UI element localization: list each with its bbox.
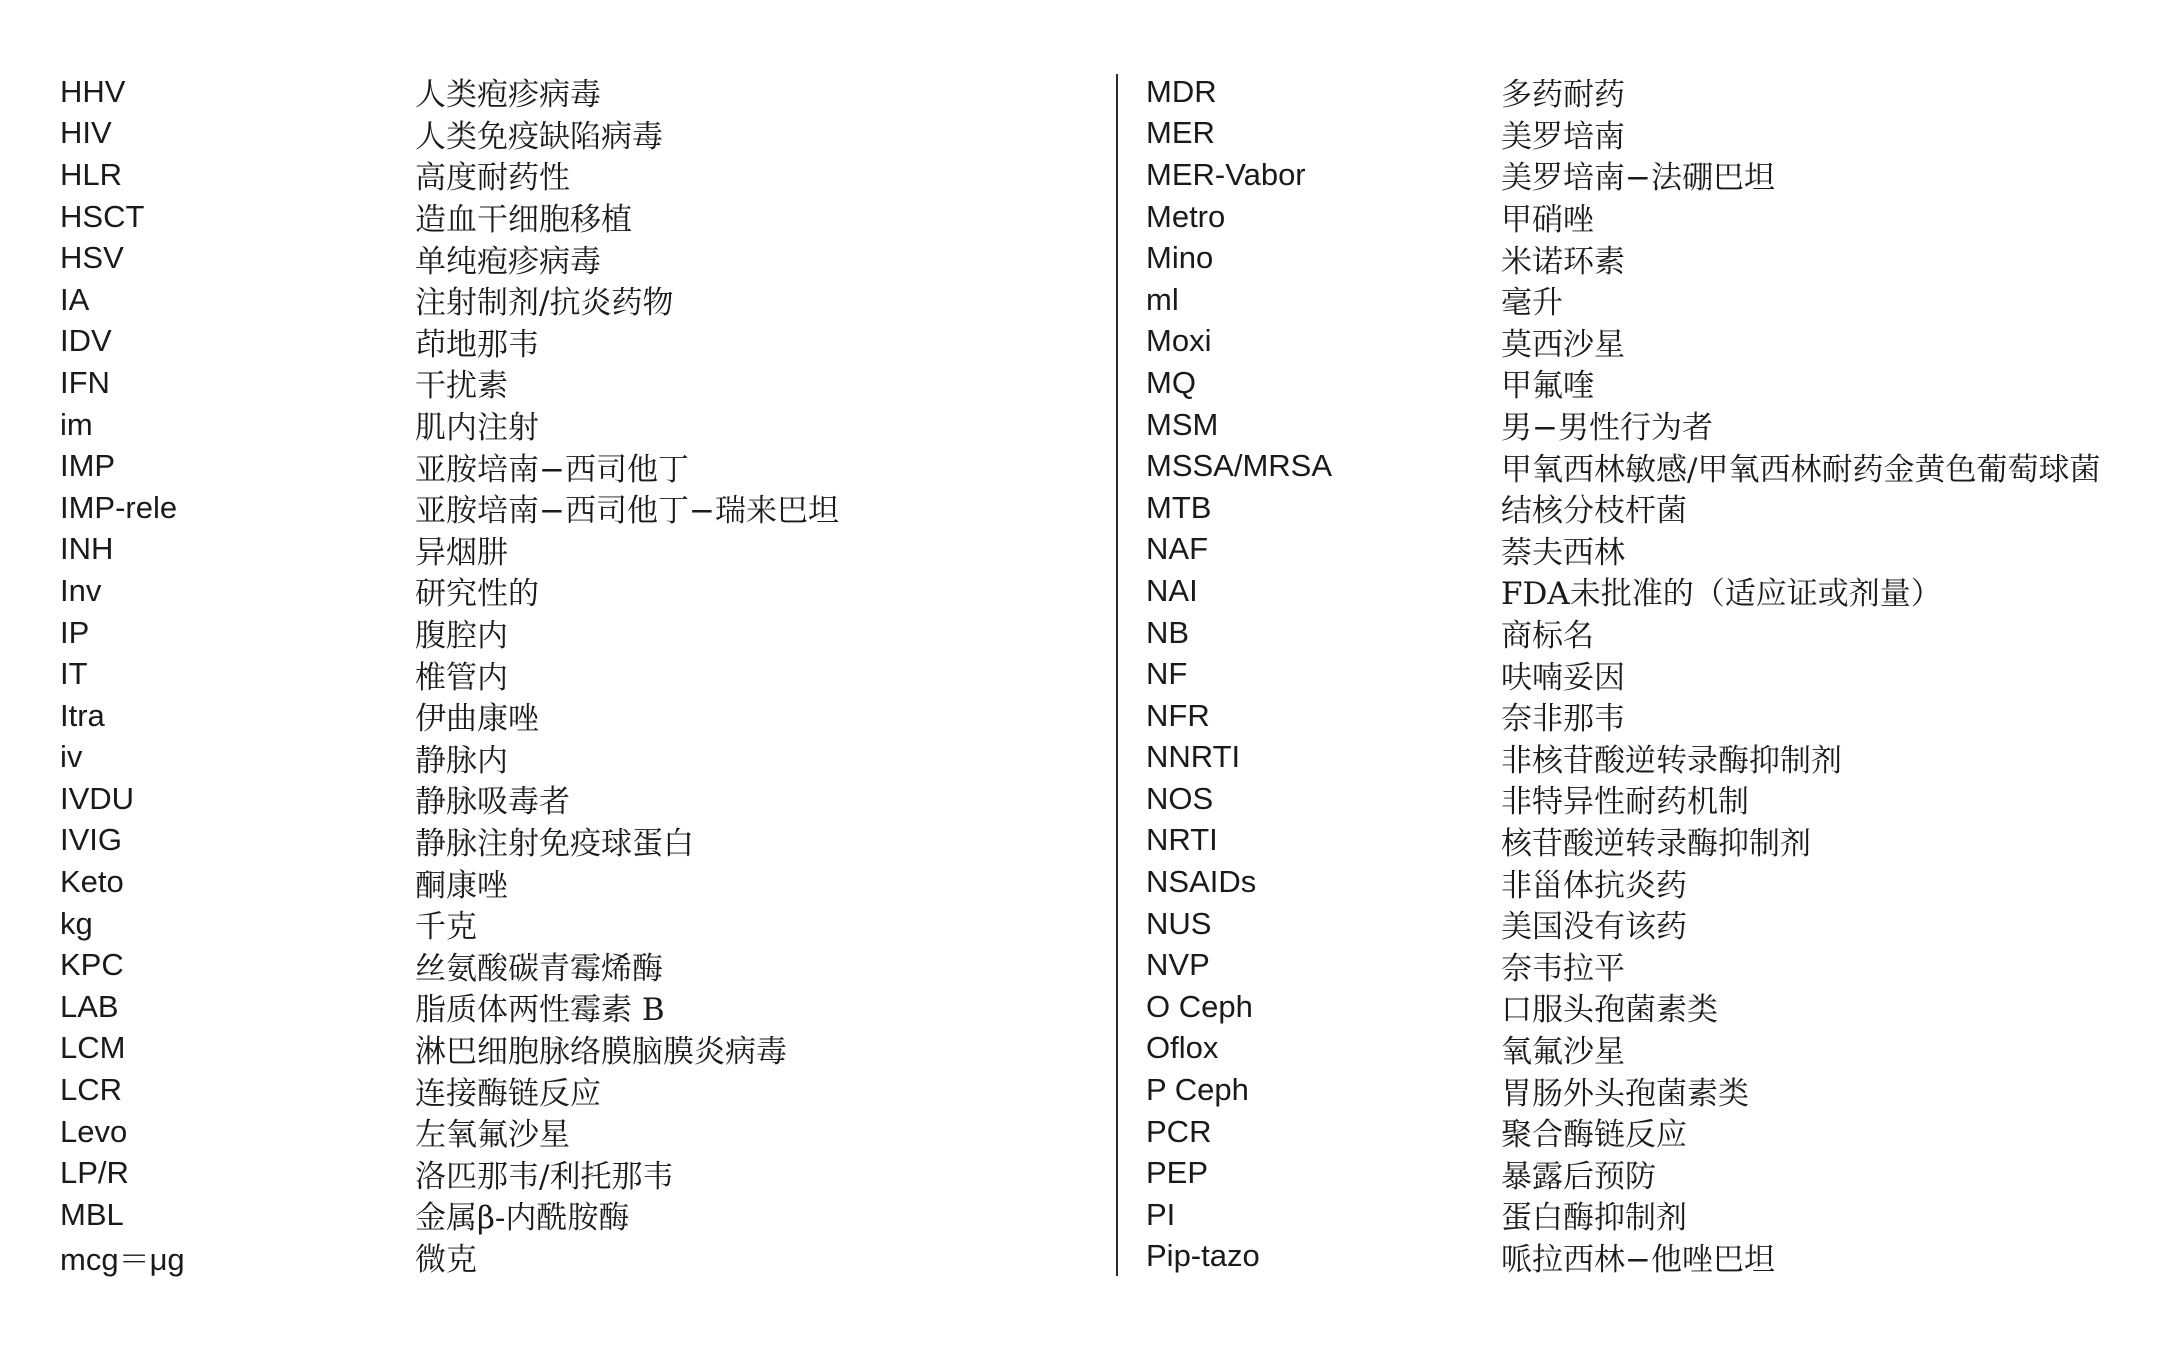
abbreviation-row: [1146, 903, 2156, 945]
abbreviation-term: Inv: [60, 572, 102, 608]
abbreviation-term: IP: [60, 614, 90, 650]
abbreviation-term: MSM: [1146, 406, 1219, 442]
abbreviation-row: [60, 1236, 1100, 1278]
abbreviation-term: IVDU: [60, 780, 135, 816]
abbreviation-meaning: 静脉内: [415, 742, 508, 779]
abbreviation-term: PI: [1146, 1196, 1176, 1232]
abbreviation-meaning: 异烟肼: [415, 534, 508, 571]
abbreviation-meaning: 萘夫西林: [1501, 534, 1625, 571]
abbreviation-term: LAB: [60, 988, 119, 1024]
abbreviation-meaning: 淋巴细胞脉络膜脑膜炎病毒: [415, 1033, 787, 1070]
abbreviation-meaning: FDA未批准的（适应证或剂量）: [1501, 576, 1942, 613]
abbreviation-meaning: 美国没有该药: [1501, 909, 1687, 946]
abbreviation-row: [60, 1152, 1100, 1194]
abbreviation-row: [1146, 1111, 2156, 1153]
abbreviation-row: [1146, 113, 2156, 155]
abbreviation-meaning: 造血干细胞移植: [415, 202, 632, 239]
abbreviation-row: [60, 778, 1100, 820]
abbreviation-row: [60, 113, 1100, 155]
abbreviation-meaning: 氧氟沙星: [1501, 1033, 1625, 1070]
abbreviation-row: [1146, 944, 2156, 986]
abbreviation-row: [1146, 986, 2156, 1028]
abbreviation-term: NSAIDs: [1146, 864, 1257, 900]
abbreviation-meaning: 伊曲康唑: [415, 701, 539, 738]
abbreviation-row: [1146, 237, 2156, 279]
abbreviation-term: HLR: [60, 156, 123, 192]
abbreviation-row: [1146, 695, 2156, 737]
abbreviation-term: NNRTI: [1146, 739, 1241, 775]
abbreviation-row: [1146, 1069, 2156, 1111]
abbreviation-row: [60, 653, 1100, 695]
abbreviation-meaning: 口服头孢菌素类: [1501, 992, 1718, 1029]
abbreviation-term: Mino: [1146, 240, 1214, 276]
abbreviation-meaning: 丝氨酸碳青霉烯酶: [415, 950, 663, 987]
abbreviation-meaning: 人类免疫缺陷病毒: [415, 118, 663, 155]
abbreviation-term: O Ceph: [1146, 988, 1253, 1024]
abbreviation-term: kg: [60, 905, 93, 941]
abbreviation-term: INH: [60, 531, 114, 567]
abbreviation-term: IT: [60, 656, 88, 692]
abbreviation-row: [60, 1028, 1100, 1070]
abbreviation-term: IA: [60, 281, 90, 317]
abbreviation-term: MTB: [1146, 489, 1212, 525]
abbreviation-meaning: 结核分枝杆菌: [1501, 493, 1687, 530]
abbreviation-row: [60, 487, 1100, 529]
abbreviation-meaning: 奈韦拉平: [1501, 950, 1625, 987]
abbreviation-term: im: [60, 406, 93, 442]
abbreviation-meaning: 人类疱疹病毒: [415, 77, 601, 114]
abbreviation-term: LCM: [60, 1030, 126, 1066]
abbreviation-row: [60, 570, 1100, 612]
abbreviation-meaning: 胃肠外头孢菌素类: [1501, 1075, 1749, 1112]
abbreviation-meaning: 静脉吸毒者: [415, 784, 570, 821]
abbreviation-meaning: 多药耐药: [1501, 77, 1625, 114]
abbreviation-row: [60, 986, 1100, 1028]
abbreviation-term: LCR: [60, 1072, 123, 1108]
abbreviation-meaning: 千克: [415, 909, 477, 946]
abbreviation-meaning: 毫升: [1501, 285, 1563, 322]
abbreviation-row: [1146, 653, 2156, 695]
abbreviation-row: [60, 362, 1100, 404]
abbreviation-term: MER-Vabor: [1146, 156, 1306, 192]
abbreviation-row: [60, 154, 1100, 196]
abbreviation-meaning: 美罗培南: [1501, 118, 1625, 155]
abbreviation-row: [1146, 778, 2156, 820]
abbreviation-row: [1146, 1028, 2156, 1070]
abbreviation-meaning: 研究性的: [415, 576, 539, 613]
abbreviation-row: [60, 612, 1100, 654]
abbreviation-row: [1146, 445, 2156, 487]
abbreviation-meaning: 金属β-内酰胺酶: [415, 1200, 630, 1237]
abbreviation-term: Levo: [60, 1113, 128, 1149]
abbreviation-term: LP/R: [60, 1155, 129, 1191]
abbreviation-row: [60, 237, 1100, 279]
abbreviation-row: [60, 1194, 1100, 1236]
abbreviation-meaning: 脂质体两性霉素 B: [415, 992, 665, 1029]
abbreviation-term: mcg＝μg: [60, 1241, 185, 1277]
abbreviation-term: HHV: [60, 73, 126, 109]
abbreviation-row: [1146, 612, 2156, 654]
abbreviation-term: P Ceph: [1146, 1072, 1249, 1108]
abbreviation-row: [60, 445, 1100, 487]
abbreviation-row: [60, 903, 1100, 945]
abbreviation-row: [60, 1069, 1100, 1111]
abbreviation-meaning: 亚胺培南−西司他丁: [415, 451, 689, 488]
abbreviation-meaning: 奈非那韦: [1501, 701, 1625, 738]
column-divider: [1116, 74, 1118, 1276]
abbreviation-meaning: 高度耐药性: [415, 160, 570, 197]
abbreviation-term: NF: [1146, 656, 1188, 692]
abbreviation-term: IVIG: [60, 822, 123, 858]
abbreviation-meaning: 连接酶链反应: [415, 1075, 601, 1112]
abbreviation-row: [60, 1111, 1100, 1153]
abbreviation-meaning: 蛋白酶抑制剂: [1501, 1200, 1687, 1237]
abbreviation-term: HSCT: [60, 198, 145, 234]
right-abbreviation-column: [1146, 71, 2156, 1277]
abbreviation-term: iv: [60, 739, 83, 775]
abbreviation-term: MSSA/MRSA: [1146, 448, 1333, 484]
abbreviation-row: [1146, 1152, 2156, 1194]
abbreviation-row: [1146, 529, 2156, 571]
abbreviation-term: KPC: [60, 947, 124, 983]
abbreviation-row: [1146, 1194, 2156, 1236]
abbreviation-meaning: 静脉注射免疫球蛋白: [415, 825, 694, 862]
abbreviation-meaning: 左氧氟沙星: [415, 1117, 570, 1154]
abbreviation-meaning: 干扰素: [415, 368, 508, 405]
left-abbreviation-column: [60, 71, 1100, 1277]
abbreviation-meaning: 单纯疱疹病毒: [415, 243, 601, 280]
abbreviation-term: HIV: [60, 115, 112, 151]
abbreviation-row: [60, 321, 1100, 363]
abbreviation-row: [60, 861, 1100, 903]
abbreviation-term: PCR: [1146, 1113, 1212, 1149]
abbreviation-row: [1146, 321, 2156, 363]
abbreviation-row: [1146, 196, 2156, 238]
abbreviation-row: [1146, 861, 2156, 903]
abbreviation-term: MER: [1146, 115, 1215, 151]
abbreviation-meaning: 商标名: [1501, 618, 1594, 655]
abbreviation-term: NUS: [1146, 905, 1212, 941]
abbreviation-term: IMP-rele: [60, 489, 178, 525]
abbreviation-meaning: 甲氧西林敏感/甲氧西林耐药金黄色葡萄球菌: [1501, 451, 2101, 488]
abbreviation-meaning: 呋喃妥因: [1501, 659, 1625, 696]
abbreviation-meaning: 暴露后预防: [1501, 1158, 1656, 1195]
abbreviation-meaning: 注射制剂/抗炎药物: [415, 285, 674, 322]
abbreviation-row: [60, 71, 1100, 113]
abbreviation-term: ml: [1146, 281, 1179, 317]
abbreviation-term: NAF: [1146, 531, 1208, 567]
abbreviation-row: [60, 279, 1100, 321]
abbreviation-row: [1146, 1236, 2156, 1278]
abbreviation-meaning: 茚地那韦: [415, 326, 539, 363]
abbreviation-term: PEP: [1146, 1155, 1209, 1191]
abbreviation-meaning: 洛匹那韦/利托那韦: [415, 1158, 674, 1195]
abbreviation-term: NFR: [1146, 697, 1210, 733]
abbreviation-row: [1146, 279, 2156, 321]
abbreviation-term: MDR: [1146, 73, 1217, 109]
abbreviation-term: Metro: [1146, 198, 1226, 234]
abbreviation-row: [1146, 71, 2156, 113]
abbreviation-term: Itra: [60, 697, 105, 733]
abbreviation-row: [60, 737, 1100, 779]
abbreviation-row: [60, 820, 1100, 862]
abbreviation-term: IMP: [60, 448, 116, 484]
abbreviation-row: [1146, 154, 2156, 196]
abbreviation-row: [60, 944, 1100, 986]
abbreviation-row: [1146, 737, 2156, 779]
abbreviation-row: [1146, 362, 2156, 404]
abbreviation-term: HSV: [60, 240, 124, 276]
abbreviation-meaning: 微克: [415, 1241, 477, 1278]
abbreviation-meaning: 哌拉西林−他唑巴坦: [1501, 1241, 1775, 1278]
abbreviation-term: Oflox: [1146, 1030, 1219, 1066]
abbreviation-row: [60, 196, 1100, 238]
abbreviation-meaning: 甲氟喹: [1501, 368, 1594, 405]
abbreviation-term: IFN: [60, 364, 110, 400]
abbreviation-meaning: 核苷酸逆转录酶抑制剂: [1501, 825, 1811, 862]
abbreviation-term: NB: [1146, 614, 1190, 650]
abbreviation-meaning: 腹腔内: [415, 618, 508, 655]
abbreviation-term: MBL: [60, 1196, 124, 1232]
abbreviation-meaning: 椎管内: [415, 659, 508, 696]
abbreviation-row: [1146, 404, 2156, 446]
abbreviation-term: NAI: [1146, 572, 1198, 608]
abbreviation-term: Moxi: [1146, 323, 1212, 359]
abbreviation-row: [60, 404, 1100, 446]
abbreviation-row: [1146, 487, 2156, 529]
abbreviation-term: NOS: [1146, 780, 1214, 816]
abbreviation-term: IDV: [60, 323, 112, 359]
abbreviation-row: [1146, 820, 2156, 862]
abbreviation-meaning: 亚胺培南−西司他丁−瑞来巴坦: [415, 493, 839, 530]
abbreviation-meaning: 非核苷酸逆转录酶抑制剂: [1501, 742, 1842, 779]
abbreviation-meaning: 男−男性行为者: [1501, 410, 1713, 447]
abbreviation-meaning: 非甾体抗炎药: [1501, 867, 1687, 904]
abbreviation-row: [1146, 570, 2156, 612]
abbreviation-meaning: 酮康唑: [415, 867, 508, 904]
abbreviation-meaning: 米诺环素: [1501, 243, 1625, 280]
abbreviation-meaning: 美罗培南−法硼巴坦: [1501, 160, 1775, 197]
abbreviation-meaning: 莫西沙星: [1501, 326, 1625, 363]
abbreviation-meaning: 甲硝唑: [1501, 202, 1594, 239]
abbreviation-term: NRTI: [1146, 822, 1218, 858]
abbreviation-term: MQ: [1146, 364, 1196, 400]
abbreviation-term: NVP: [1146, 947, 1210, 983]
abbreviation-row: [60, 695, 1100, 737]
abbreviation-meaning: 非特异性耐药机制: [1501, 784, 1749, 821]
abbreviation-term: Pip-tazo: [1146, 1238, 1260, 1274]
abbreviation-row: [60, 529, 1100, 571]
abbreviation-meaning: 肌内注射: [415, 410, 539, 447]
abbreviation-meaning: 聚合酶链反应: [1501, 1117, 1687, 1154]
abbreviation-term: Keto: [60, 864, 124, 900]
